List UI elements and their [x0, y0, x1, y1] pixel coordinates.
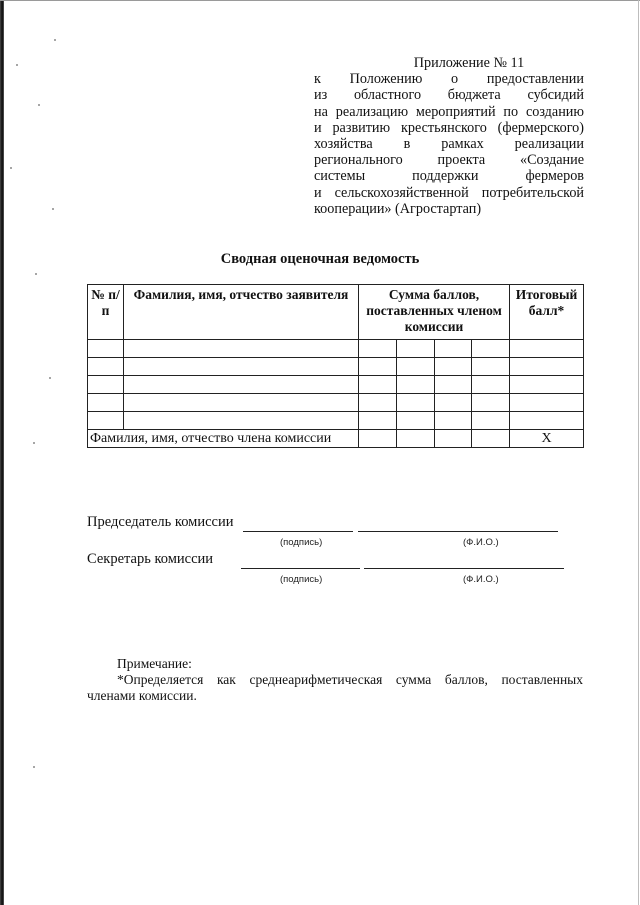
appendix-title: Приложение № 11: [413, 55, 525, 71]
cell-applicant[interactable]: [124, 376, 359, 394]
appendix-line: из областного бюджета субсидий: [314, 87, 584, 104]
cell-total[interactable]: [510, 412, 584, 430]
cell-member-name[interactable]: [397, 430, 435, 448]
cell-number[interactable]: [88, 358, 124, 376]
secretary-name-line[interactable]: [364, 568, 564, 569]
secretary-signature-line[interactable]: [241, 568, 360, 569]
appendix-line: хозяйства в рамках реализации: [314, 136, 584, 153]
cell-member-name[interactable]: [435, 430, 472, 448]
scan-edge-right: [638, 0, 639, 905]
cell-score[interactable]: [359, 376, 397, 394]
appendix-line: и развитию крестьянского (фермерского): [314, 119, 584, 136]
footer-member-label: Фамилия, имя, отчество члена комиссии: [88, 430, 359, 448]
cell-number[interactable]: [88, 412, 124, 430]
scan-edge-top: [0, 0, 640, 1]
header-number: № п/п: [88, 285, 124, 340]
appendix-line: к Положению о предоставлении: [314, 71, 584, 88]
scan-speck: [38, 104, 40, 106]
table-row: [88, 376, 584, 394]
cell-score[interactable]: [397, 376, 435, 394]
scan-speck: [52, 208, 54, 210]
scan-speck: [54, 39, 56, 41]
scan-speck: [33, 766, 35, 768]
cell-total[interactable]: [510, 358, 584, 376]
scan-edge-left: [0, 0, 4, 905]
scan-speck: [35, 273, 37, 275]
header-applicant: Фамилия, имя, отчество заявителя: [124, 285, 359, 340]
secretary-name-caption: (Ф.И.О.): [463, 574, 499, 585]
cell-score[interactable]: [397, 358, 435, 376]
appendix-line: регионального проекта «Создание: [314, 152, 584, 169]
secretary-signature-caption: (подпись): [280, 574, 323, 585]
appendix-line: и сельскохозяйственной потребительской: [314, 184, 584, 201]
appendix-line: на реализацию мероприятий по созданию: [314, 103, 584, 120]
table-row: [88, 412, 584, 430]
chairman-signature-line[interactable]: [243, 531, 353, 532]
cell-score[interactable]: [359, 340, 397, 358]
cell-score[interactable]: [435, 412, 472, 430]
document-title: Сводная оценочная ведомость: [220, 251, 420, 267]
appendix-header: [314, 55, 584, 217]
cell-member-name[interactable]: [359, 430, 397, 448]
cell-applicant[interactable]: [124, 340, 359, 358]
chairman-signature-caption: (подпись): [280, 537, 323, 548]
footer-total-mark: X: [510, 430, 584, 448]
note-text: *Определяется как среднеарифметическая сумма баллов, поставленных членами комиссии.: [87, 672, 583, 703]
cell-score[interactable]: [472, 340, 510, 358]
scan-speck: [49, 377, 51, 379]
cell-total[interactable]: [510, 340, 584, 358]
cell-score[interactable]: [435, 358, 472, 376]
cell-score[interactable]: [359, 358, 397, 376]
secretary-label: Секретарь комиссии: [87, 551, 214, 567]
cell-applicant[interactable]: [124, 412, 359, 430]
cell-score[interactable]: [435, 340, 472, 358]
cell-score[interactable]: [472, 394, 510, 412]
table-footer-row: [88, 430, 584, 448]
cell-number[interactable]: [88, 376, 124, 394]
cell-score[interactable]: [359, 412, 397, 430]
cell-score[interactable]: [472, 358, 510, 376]
appendix-line: кооперации» (Агростартап): [314, 200, 482, 217]
cell-applicant[interactable]: [124, 358, 359, 376]
cell-score[interactable]: [397, 394, 435, 412]
note-title: Примечание:: [117, 656, 192, 671]
cell-score[interactable]: [472, 376, 510, 394]
cell-total[interactable]: [510, 376, 584, 394]
evaluation-table: [87, 284, 584, 448]
scan-speck: [10, 167, 12, 169]
cell-score[interactable]: [472, 412, 510, 430]
chairman-label: Председатель комиссии: [87, 514, 234, 530]
scan-speck: [33, 442, 35, 444]
appendix-line: системы поддержки фермеров: [314, 168, 584, 185]
table-header-row: [88, 285, 584, 340]
scan-speck: [16, 64, 18, 66]
table-row: [88, 340, 584, 358]
cell-score[interactable]: [435, 376, 472, 394]
header-scores: Сумма баллов, поставленных членом комиссии: [359, 285, 510, 340]
chairman-name-line[interactable]: [358, 531, 558, 532]
cell-member-name[interactable]: [472, 430, 510, 448]
table-row: [88, 358, 584, 376]
header-total: Итоговый балл*: [510, 285, 584, 340]
cell-total[interactable]: [510, 394, 584, 412]
chairman-name-caption: (Ф.И.О.): [463, 537, 499, 548]
table-row: [88, 394, 584, 412]
cell-score[interactable]: [397, 412, 435, 430]
cell-score[interactable]: [435, 394, 472, 412]
cell-score[interactable]: [359, 394, 397, 412]
cell-number[interactable]: [88, 394, 124, 412]
cell-applicant[interactable]: [124, 394, 359, 412]
cell-number[interactable]: [88, 340, 124, 358]
cell-score[interactable]: [397, 340, 435, 358]
